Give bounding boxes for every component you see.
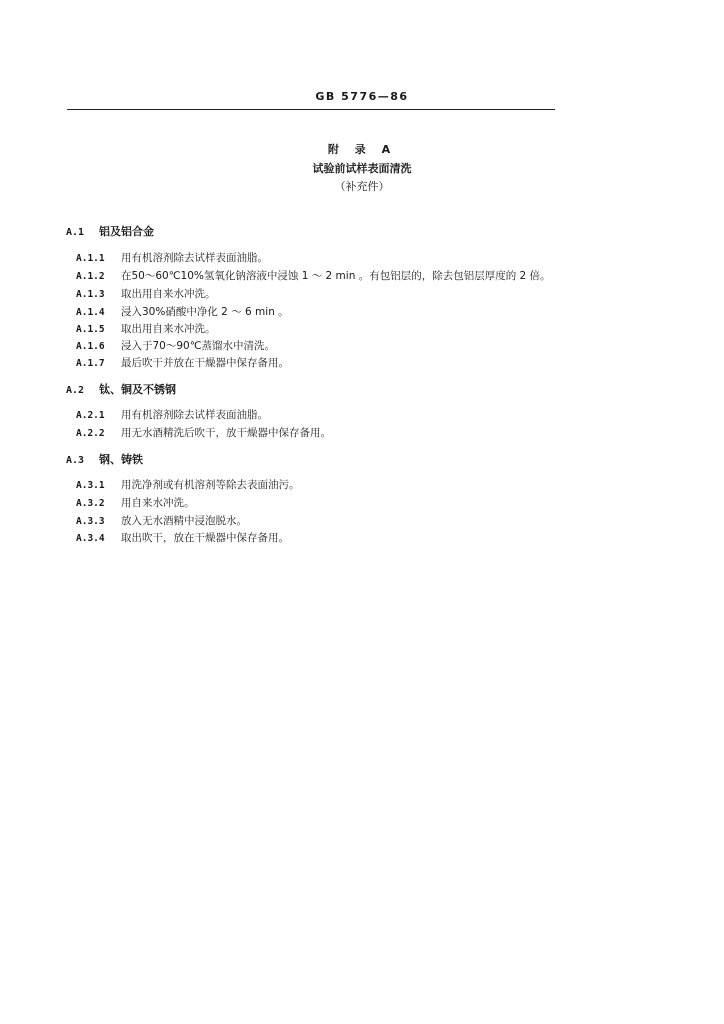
item-number: A.1.4 (76, 307, 105, 318)
list-item (76, 513, 247, 528)
appendix-subtitle: （补充件） (334, 180, 390, 193)
list-item (76, 268, 551, 283)
list-item (76, 407, 268, 422)
item-text: 用有机溶剂除去试样表面油脂。 (121, 409, 268, 421)
item-number: A.2.1 (76, 410, 105, 421)
item-number: A.1.6 (76, 341, 105, 352)
item-number: A.1.2 (76, 271, 105, 282)
section-title: 铝及铝合金 (99, 225, 154, 238)
list-item (76, 495, 195, 510)
section-number: A.2 (66, 385, 85, 396)
list-item (76, 304, 289, 319)
item-text: 用有机溶剂除去试样表面油脂。 (121, 252, 268, 264)
item-text: 取出用自来水冲洗。 (121, 288, 216, 300)
item-text: 用洗净剂或有机溶剂等除去表面油污。 (121, 479, 300, 491)
item-number: A.3.1 (76, 480, 105, 491)
item-number: A.3.4 (76, 533, 105, 544)
item-text: 浸入于70～90℃蒸馏水中清洗。 (121, 340, 276, 352)
list-item (76, 425, 331, 440)
list-item (76, 321, 216, 336)
list-item (76, 530, 289, 545)
list-item (76, 250, 268, 265)
item-number: A.3.2 (76, 498, 105, 509)
section-heading (66, 223, 154, 239)
item-text: 用无水酒精洗后吹干，放干燥器中保存备用。 (121, 427, 331, 439)
appendix-label: 附 录 A (327, 143, 397, 156)
section-number: A.3 (66, 455, 85, 466)
item-text: 最后吹干并放在干燥器中保存备用。 (121, 357, 289, 369)
section-heading (66, 381, 176, 397)
item-text: 在50～60℃10%氢氧化钠溶液中浸蚀 1 ～ 2 min 。有包铝层的，除去包铝层厚度的 2 倍。 (121, 270, 551, 282)
item-number: A.1.7 (76, 358, 105, 369)
item-text: 放入无水酒精中浸泡脱水。 (121, 515, 247, 527)
item-text: 用自来水冲洗。 (121, 497, 195, 509)
section-number: A.1 (66, 227, 85, 238)
item-number: A.1.1 (76, 253, 105, 264)
item-text: 取出用自来水冲洗。 (121, 323, 216, 335)
header-rule (67, 109, 555, 110)
item-number: A.2.2 (76, 428, 105, 439)
appendix-title: 试验前试样表面清洗 (312, 162, 412, 175)
list-item (76, 355, 289, 370)
list-item (76, 338, 275, 353)
item-number: A.3.3 (76, 516, 105, 527)
item-text: 浸入30%硝酸中净化 2 ～ 6 min 。 (121, 306, 289, 318)
section-title: 钛、铜及不锈钢 (99, 383, 176, 396)
item-number: A.1.3 (76, 289, 105, 300)
list-item (76, 477, 300, 492)
section-heading (66, 451, 143, 467)
list-item (76, 286, 216, 301)
item-text: 取出吹干，放在干燥器中保存备用。 (121, 532, 289, 544)
section-title: 钢、铸铁 (99, 453, 143, 466)
standard-code: GB 5776—86 (315, 90, 409, 103)
item-number: A.1.5 (76, 324, 105, 335)
